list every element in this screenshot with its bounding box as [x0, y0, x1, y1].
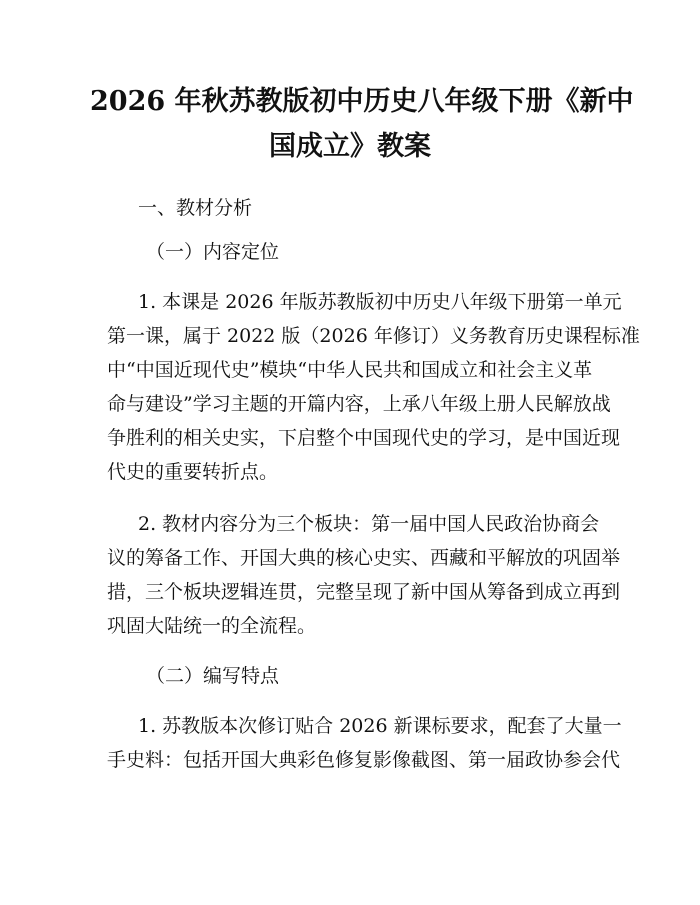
paragraph-3-line: 手史料：包括开国大典彩色修复影像截图、第一届政协参会代	[107, 749, 621, 771]
paragraph-1-line: 命与建设”学习主题的开篇内容，上承八年级上册人民解放战	[107, 393, 611, 415]
paragraph-1-line: 代史的重要转折点。	[107, 461, 279, 483]
paragraph-1-line: 1. 本课是 2026 年版苏教版初中历史八年级下册第一单元	[138, 291, 622, 313]
subsection-heading-content-positioning: （一）内容定位	[146, 241, 280, 263]
paragraph-2-line: 议的筹备工作、开国大典的核心史实、西藏和平解放的巩固举	[107, 547, 621, 569]
paragraph-1-line: 中“中国近现代史”模块“中华人民共和国成立和社会主义革	[107, 359, 593, 381]
section-heading-textbook-analysis: 一、教材分析	[138, 197, 253, 219]
paragraph-3-line: 1. 苏教版本次修订贴合 2026 新课标要求，配套了大量一	[138, 715, 622, 737]
paragraph-1-line: 第一课，属于 2022 版（2026 年修订）义务教育历史课程标准	[107, 325, 640, 347]
subsection-heading-writing-features: （二）编写特点	[146, 665, 280, 687]
paragraph-2-line: 措，三个板块逻辑连贯，完整呈现了新中国从筹备到成立再到	[107, 581, 621, 603]
document-title-line-2: 国成立》教案	[269, 131, 431, 162]
paragraph-2-line: 巩固大陆统一的全流程。	[107, 615, 317, 637]
paragraph-2-line: 2. 教材内容分为三个板块：第一届中国人民政治协商会	[138, 513, 600, 535]
paragraph-1-line: 争胜利的相关史实，下启整个中国现代史的学习，是中国近现	[107, 427, 621, 449]
document-title-line-1: 2026 年秋苏教版初中历史八年级下册《新中	[90, 86, 634, 117]
